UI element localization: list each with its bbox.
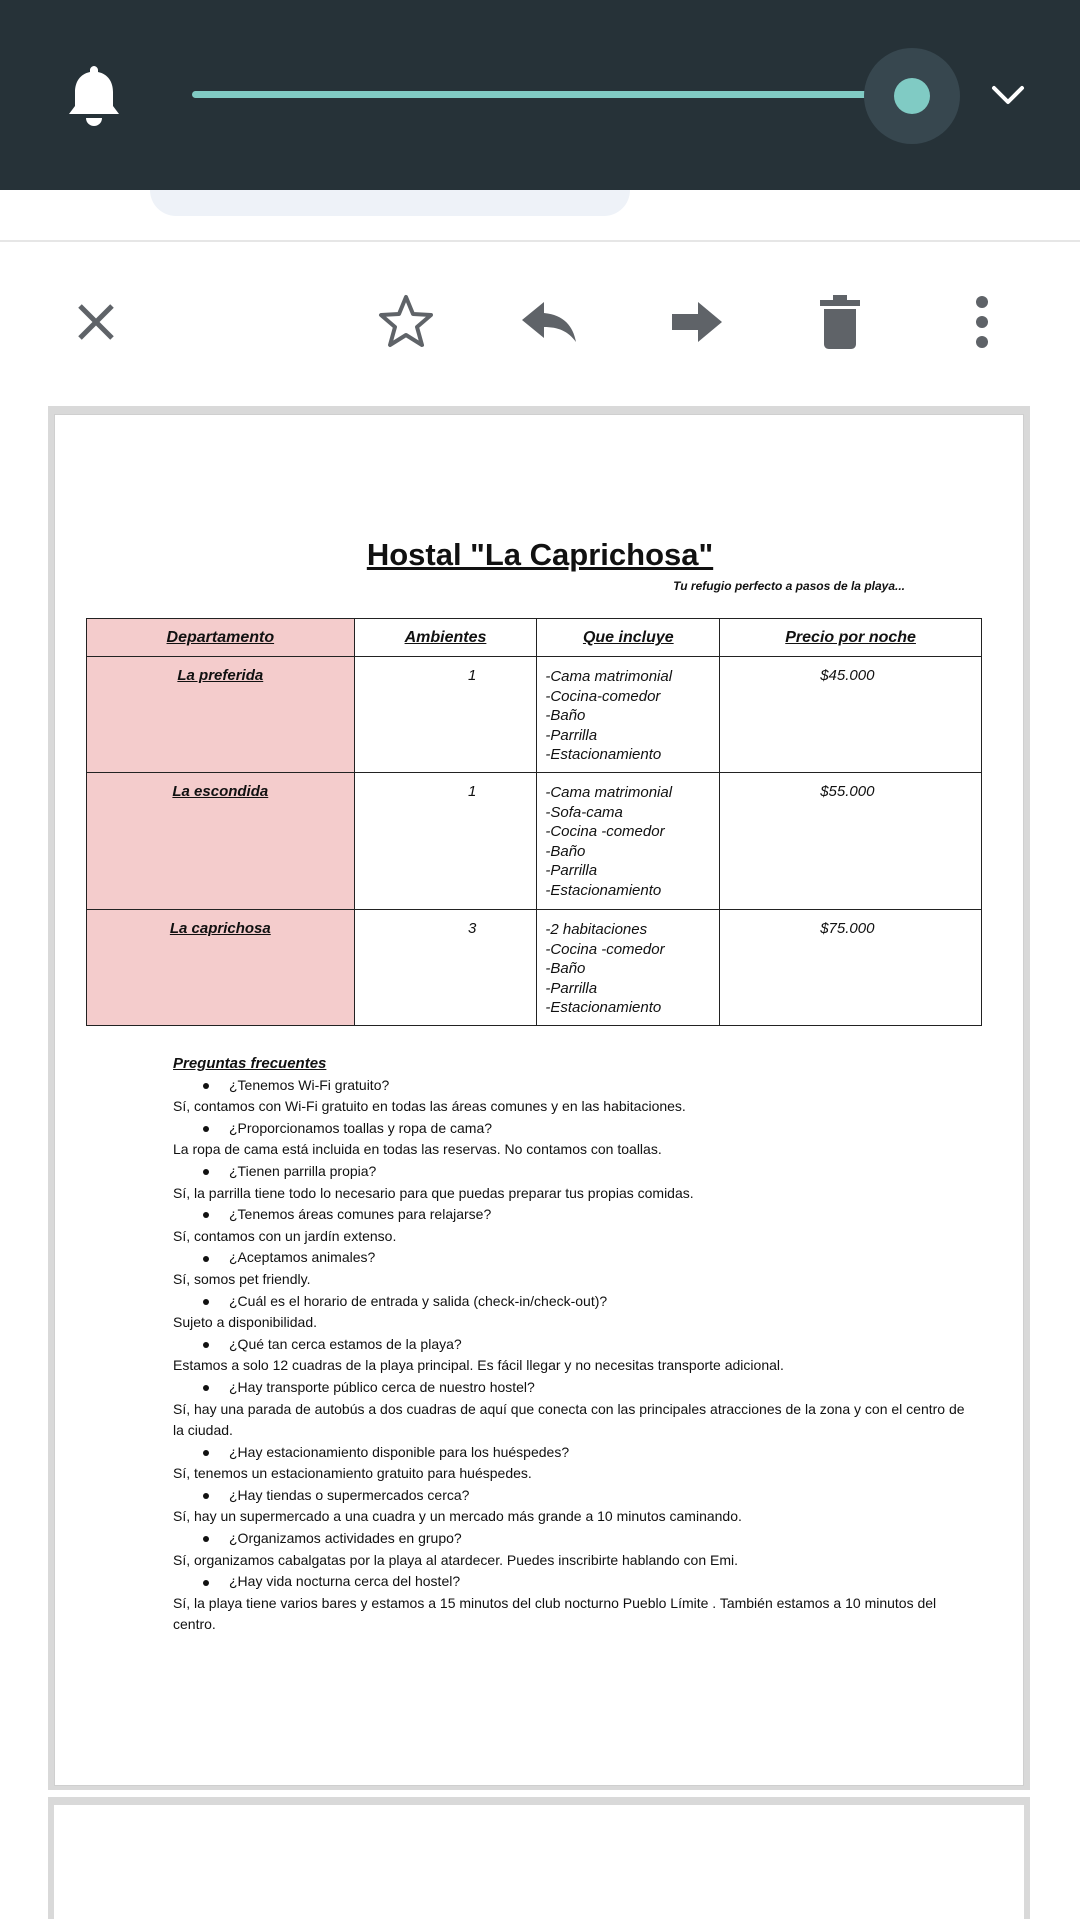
faq-answer: Estamos a solo 12 cuadras de la playa principal. Es fácil llegar y no necesitas transporte adicional. <box>173 1357 784 1374</box>
faq-answer: Sí, organizamos cabalgatas por la playa al atardecer. Puedes inscribirte hablando con Emi. <box>173 1551 738 1568</box>
faq-question: ¿Qué tan cerca estamos de la playa? <box>173 1334 973 1356</box>
forward-icon <box>668 298 724 346</box>
faq-question: ¿Tenemos Wi-Fi gratuito? <box>173 1075 973 1097</box>
include-item: -Cocina -comedor <box>545 940 665 958</box>
includes-list <box>537 910 720 1026</box>
ambientes-value: 1 <box>354 657 537 773</box>
faq-section <box>173 1053 973 1636</box>
include-item: -Estacionamiento <box>545 999 662 1016</box>
faq-answer: Sí, la playa tiene varios bares y estamos a 15 minutos del club nocturno Pueblo Límite . También estamos a 10 minutos del centro. <box>173 1594 937 1633</box>
table-header-row <box>87 619 982 657</box>
include-item: -Baño <box>545 842 586 860</box>
bullet-icon <box>203 1212 209 1218</box>
faq-question: ¿Tienen parrilla propia? <box>173 1161 973 1183</box>
include-item: -Baño <box>545 707 586 724</box>
bullet-icon <box>203 1083 209 1089</box>
bullet-icon <box>203 1580 209 1586</box>
price-value: $45.000 <box>720 657 982 773</box>
header-incluye: Que incluye <box>537 619 720 657</box>
dept-name: La caprichosa <box>87 910 355 1026</box>
faq-question: ¿Hay tiendas o supermercados cerca? <box>173 1485 973 1507</box>
header-ambientes: Ambientes <box>354 619 537 657</box>
faq-answer: La ropa de cama está incluida en todas las reservas. No contamos con toallas. <box>173 1141 662 1158</box>
next-document-page <box>54 1805 1024 1919</box>
bullet-icon <box>203 1536 209 1542</box>
include-item: -Estacionamiento <box>545 881 662 899</box>
star-button[interactable] <box>374 290 438 354</box>
bullet-icon <box>203 1342 209 1348</box>
faq-answer: Sujeto a disponibilidad. <box>173 1314 317 1331</box>
include-item: -Estacionamiento <box>545 746 662 763</box>
volume-slider-track[interactable] <box>192 91 912 98</box>
ambientes-value: 1 <box>354 773 537 910</box>
faq-question: ¿Hay transporte público cerca de nuestro hostel? <box>173 1377 973 1399</box>
table-row <box>87 773 982 910</box>
close-button[interactable] <box>64 290 128 354</box>
includes-list <box>537 657 720 773</box>
bullet-icon <box>203 1385 209 1391</box>
faq-answer: Sí, hay un supermercado a una cuadra y un mercado más grande a 10 minutos caminando. <box>173 1508 742 1525</box>
faq-answer: Sí, somos pet friendly. <box>173 1270 311 1287</box>
table-row <box>87 657 982 773</box>
dept-name: La preferida <box>87 657 355 773</box>
table-row <box>87 910 982 1026</box>
ghost-pill <box>150 190 630 216</box>
price-value: $55.000 <box>720 773 982 910</box>
header-precio: Precio por noche <box>720 619 982 657</box>
faq-question: ¿Proporcionamos toallas y ropa de cama? <box>173 1118 973 1140</box>
volume-panel <box>0 0 1080 190</box>
reply-icon <box>520 298 580 346</box>
faq-question: ¿Organizamos actividades en grupo? <box>173 1528 973 1550</box>
faq-question: ¿Tenemos áreas comunes para relajarse? <box>173 1204 973 1226</box>
faq-title: Preguntas frecuentes <box>173 1055 327 1072</box>
include-item: -Cama matrimonial <box>545 784 673 801</box>
faq-answer: Sí, contamos con Wi-Fi gratuito en todas las áreas comunes y en las habitaciones. <box>173 1098 686 1115</box>
include-item: -Parrilla <box>545 726 598 744</box>
close-icon <box>72 298 120 346</box>
include-item: -Baño <box>545 960 586 977</box>
more-vert-icon <box>972 294 992 350</box>
reply-button[interactable] <box>518 290 582 354</box>
star-icon <box>376 292 436 352</box>
chevron-down-icon[interactable] <box>986 80 1030 110</box>
ambientes-value: 3 <box>354 910 537 1026</box>
faq-answer: Sí, la parrilla tiene todo lo necesario para que puedas preparar tus propias comidas. <box>173 1184 694 1201</box>
bullet-icon <box>203 1169 209 1175</box>
dept-name: La escondida <box>87 773 355 910</box>
document-title: Hostal "La Caprichosa" <box>366 537 714 572</box>
include-item: -Parrilla <box>545 979 598 997</box>
include-item: -Cocina -comedor <box>545 823 665 840</box>
faq-question: ¿Hay vida nocturna cerca del hostel? <box>173 1571 973 1593</box>
bell-icon[interactable] <box>66 62 122 128</box>
price-value: $75.000 <box>720 910 982 1026</box>
header-departamento: Departamento <box>87 619 355 657</box>
faq-question: ¿Cuál es el horario de entrada y salida (check-in/check-out)? <box>173 1291 973 1313</box>
volume-slider-thumb[interactable] <box>894 78 930 114</box>
include-item: -Parrilla <box>545 862 598 879</box>
include-item: -Sofa-cama <box>545 803 623 821</box>
delete-button[interactable] <box>808 290 872 354</box>
faq-answer: Sí, contamos con un jardín extenso. <box>173 1227 397 1244</box>
bullet-icon <box>203 1126 209 1132</box>
trash-icon <box>816 294 864 350</box>
rooms-table <box>86 618 982 1026</box>
bullet-icon <box>203 1450 209 1456</box>
include-item: -Cocina-comedor <box>545 687 661 705</box>
include-item: -Cama matrimonial <box>545 668 673 685</box>
divider <box>0 240 1080 242</box>
includes-list <box>537 773 720 910</box>
document-subtitle: Tu refugio perfecto a pasos de la playa... <box>673 579 905 593</box>
bullet-icon <box>203 1256 209 1262</box>
faq-answer: Sí, tenemos un estacionamiento gratuito para huéspedes. <box>173 1465 532 1482</box>
forward-button[interactable] <box>664 290 728 354</box>
faq-answer: Sí, hay una parada de autobús a dos cuadras de aquí que conecta con las principales atracciones de la zona y con el centro de la ciudad. <box>173 1400 965 1439</box>
faq-question: ¿Aceptamos animales? <box>173 1247 973 1269</box>
bullet-icon <box>203 1299 209 1305</box>
bullet-icon <box>203 1493 209 1499</box>
include-item: -2 habitaciones <box>545 921 648 938</box>
faq-question: ¿Hay estacionamiento disponible para los huéspedes? <box>173 1442 973 1464</box>
more-options-button[interactable] <box>950 290 1014 354</box>
document-page <box>54 414 1024 1786</box>
